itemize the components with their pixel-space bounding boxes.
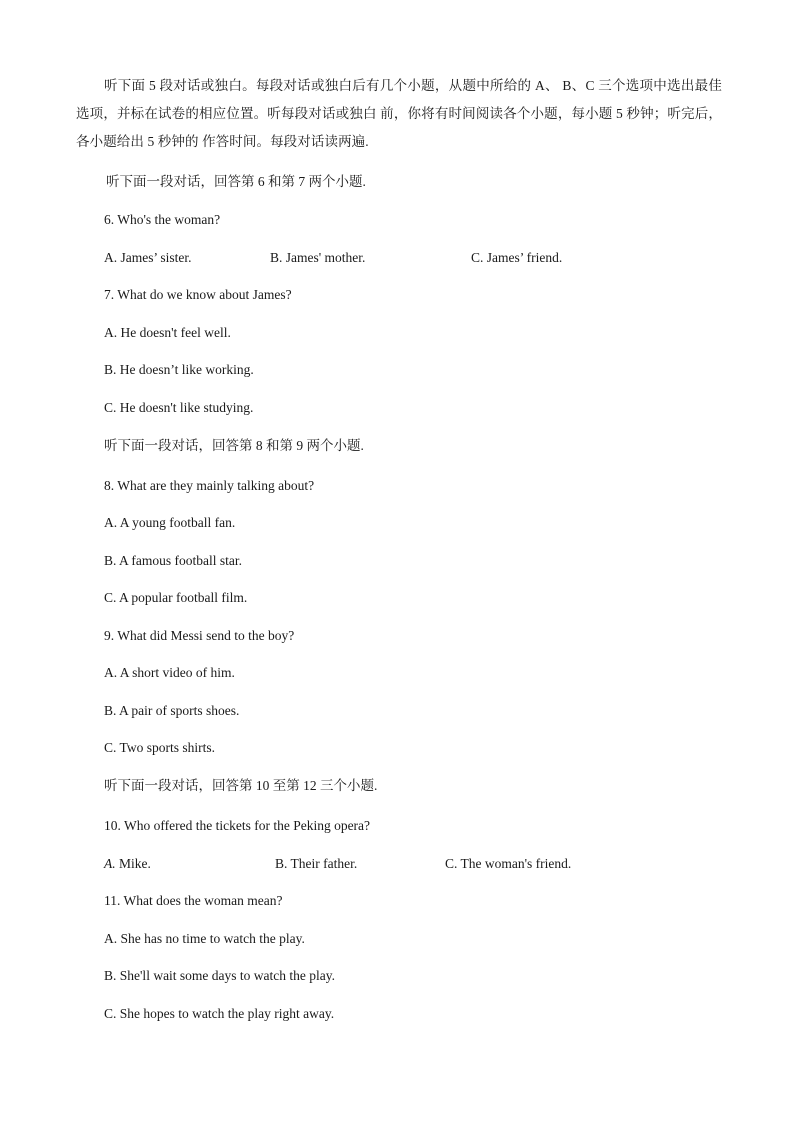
q9-option-a: A. A short video of him. bbox=[104, 665, 235, 680]
q10-option-b: B. Their father. bbox=[275, 856, 358, 871]
section-heading-q8-9: 听下面一段对话，回答第 8 和第 9 两个小题. bbox=[104, 438, 364, 453]
q8-option-c: C. A popular football film. bbox=[104, 590, 248, 605]
question-10: 10. Who offered the tickets for the Peking opera? bbox=[104, 818, 371, 833]
question-8: 8. What are they mainly talking about? bbox=[104, 478, 315, 493]
q11-option-c: C. She hopes to watch the play right away. bbox=[104, 1006, 335, 1021]
q6-option-c: C. James’ friend. bbox=[471, 250, 563, 265]
q9-option-b: B. A pair of sports shoes. bbox=[104, 703, 240, 718]
q8-option-b: B. A famous football star. bbox=[104, 553, 242, 568]
q7-option-b: B. He doesn’t like working. bbox=[104, 362, 254, 377]
section-heading-q6-7: 听下面一段对话，回答第 6 和第 7 两个小题. bbox=[106, 174, 366, 189]
question-6: 6. Who's the woman? bbox=[104, 212, 221, 227]
q10-option-c: C. The woman's friend. bbox=[445, 856, 572, 871]
q6-option-a: A. James’ sister. bbox=[104, 250, 192, 265]
q10-option-a-text: Mike. bbox=[115, 856, 151, 871]
listening-instructions: 听下面 5 段对话或独白。每段对话或独白后有几个小题，从题中所给的 A、 B、C 三个选项中选出最佳选项，并标在试卷的相应位置。听每段对话或独白 前，你将有时间阅读各个小题，每小题 5 秒钟；听完后，各小题给出 5 秒钟的 作答时间。每段对话读两遍. bbox=[76, 78, 722, 149]
q8-option-a: A. A young football fan. bbox=[104, 515, 236, 530]
section-heading-q10-12: 听下面一段对话，回答第 10 至第 12 三个小题. bbox=[104, 778, 378, 793]
q9-option-c: C. Two sports shirts. bbox=[104, 740, 215, 755]
question-9: 9. What did Messi send to the boy? bbox=[104, 628, 295, 643]
q10-option-a bbox=[104, 854, 151, 874]
q7-option-a: A. He doesn't feel well. bbox=[104, 325, 231, 340]
q10-option-a-letter: A. bbox=[104, 856, 116, 871]
question-7: 7. What do we know about James? bbox=[104, 287, 292, 302]
q11-option-a: A. She has no time to watch the play. bbox=[104, 931, 305, 946]
q6-option-b: B. James' mother. bbox=[270, 250, 366, 265]
q11-option-b: B. She'll wait some days to watch the play. bbox=[104, 968, 336, 983]
q7-option-c: C. He doesn't like studying. bbox=[104, 400, 254, 415]
question-11: 11. What does the woman mean? bbox=[104, 893, 283, 908]
